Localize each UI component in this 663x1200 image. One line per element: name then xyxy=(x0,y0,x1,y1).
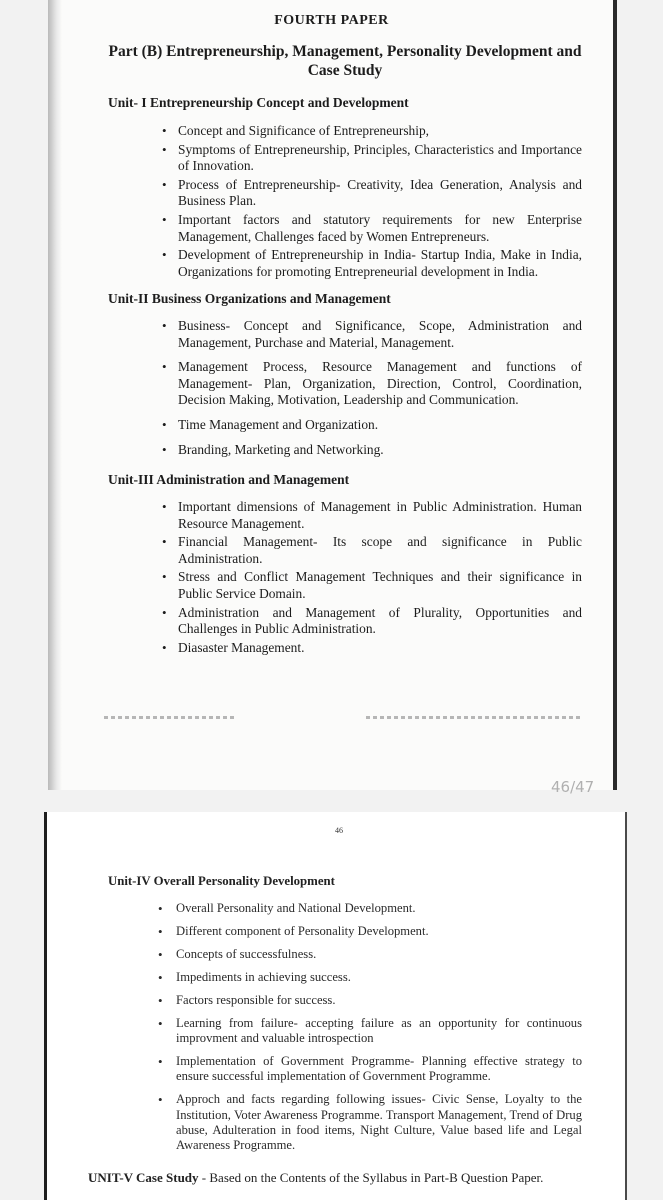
unit-5-text: - Based on the Contents of the Syllabus in Part-B Question Paper. xyxy=(198,1170,544,1185)
list-item: • Stress and Conflict Management Techniques and their significance in Public Service Domain. xyxy=(178,569,582,602)
list-item: • Time Management and Organization. xyxy=(178,417,582,434)
list-item: • Concept and Significance of Entrepreneurship, xyxy=(178,123,582,140)
list-item: • Factors responsible for success. xyxy=(176,993,582,1008)
list-item: • Diasaster Management. xyxy=(178,640,582,657)
unit-4-list xyxy=(176,901,582,1154)
page-border-right xyxy=(625,812,627,1200)
paper-title: FOURTH PAPER xyxy=(274,13,389,28)
paper-subtitle: Part (B) Entrepreneurship, Management, Personality Development and Case Study xyxy=(108,43,582,79)
list-item: • Approch and facts regarding following issues- Civic Sense, Loyalty to the Institution, Voter Awareness Programme. Transport Management, Trend of Drug abuse, Adulteration in food items, Night Culture, Value based life and Legal Awareness Programme. xyxy=(176,1092,582,1154)
unit-3-heading: Unit-III Administration and Management xyxy=(108,472,350,487)
list-item: • Process of Entrepreneurship- Creativity, Idea Generation, Analysis and Business Plan. xyxy=(178,177,582,210)
page-shadow-left xyxy=(48,0,62,790)
page-border-right xyxy=(613,0,617,790)
illegible-footer-right xyxy=(366,716,580,719)
unit-4-heading: Unit-IV Overall Personality Development xyxy=(108,874,335,888)
list-item: • Branding, Marketing and Networking. xyxy=(178,442,582,459)
unit-2-heading: Unit-II Business Organizations and Management xyxy=(108,291,391,306)
list-item: • Important factors and statutory requirements for new Enterprise Management, Challenges faced by Women Entrepreneurs. xyxy=(178,212,582,245)
list-item: • Financial Management- Its scope and significance in Public Administration. xyxy=(178,534,582,567)
page-number: 46 xyxy=(335,826,343,835)
unit-3-list xyxy=(178,499,582,656)
unit-2-list xyxy=(178,318,582,458)
page-border-left xyxy=(44,812,47,1200)
illegible-footer-left xyxy=(104,716,234,719)
list-item: • Concepts of successfulness. xyxy=(176,947,582,962)
unit-5-line xyxy=(88,1170,543,1186)
list-item: • Symptoms of Entrepreneurship, Principles, Characteristics and Importance of Innovation. xyxy=(178,142,582,175)
list-item: • Learning from failure- accepting failure as an opportunity for continuous improvment and valuable introspection xyxy=(176,1016,582,1047)
list-item: • Overall Personality and National Development. xyxy=(176,901,582,916)
list-item: • Development of Entrepreneurship in India- Startup India, Make in India, Organizations for promoting Entrepreneurial development in India. xyxy=(178,247,582,280)
list-item: • Management Process, Resource Management and functions of Management- Plan, Organization, Direction, Control, Coordination, Decision Making, Motivation, Leadership and Communication. xyxy=(178,359,582,409)
list-item: • Implementation of Government Programme- Planning effective strategy to ensure successful implementation of Government Programme. xyxy=(176,1054,582,1085)
page-indicator: 46/47 xyxy=(551,778,595,796)
list-item: • Business- Concept and Significance, Scope, Administration and Management, Purchase and Material, Management. xyxy=(178,318,582,351)
list-item: • Impediments in achieving success. xyxy=(176,970,582,985)
unit-5-heading: UNIT-V Case Study xyxy=(88,1170,199,1185)
list-item: • Different component of Personality Development. xyxy=(176,924,582,939)
unit-1-list xyxy=(178,123,582,280)
unit-1-heading: Unit- I Entrepreneurship Concept and Development xyxy=(108,95,409,110)
list-item: • Important dimensions of Management in Public Administration. Human Resource Management. xyxy=(178,499,582,532)
list-item: • Administration and Management of Plurality, Opportunities and Challenges in Public Administration. xyxy=(178,605,582,638)
